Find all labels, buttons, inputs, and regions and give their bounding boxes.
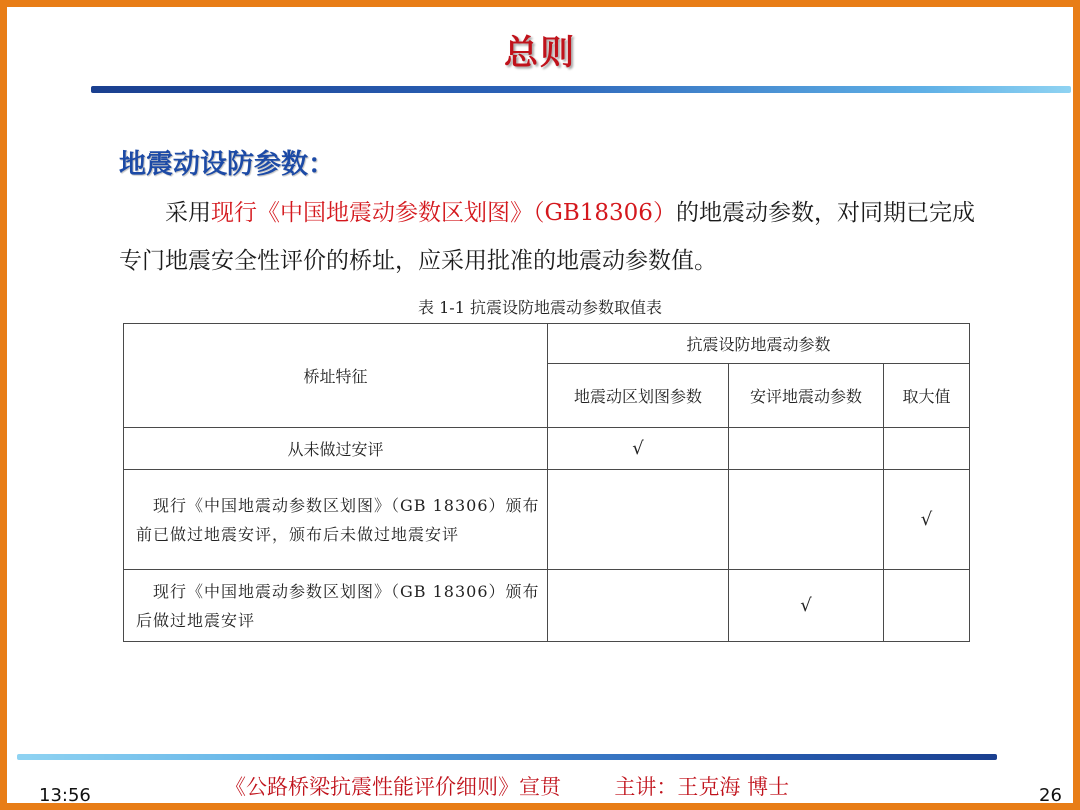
table-caption: 表 1-1 抗震设防地震动参数取值表 [418, 298, 662, 317]
row-cell [884, 570, 970, 642]
row-cell [884, 428, 970, 470]
header-col-safety-eval: 安评地震动参数 [729, 364, 884, 428]
row-feature: 现行《中国地震动参数区划图》（GB 18306）颁布前已做过地震安评，颁布后未做过地震安评 [124, 470, 548, 570]
footer-time: 13:56 [39, 785, 91, 806]
row-cell: √ [548, 428, 729, 470]
table-row [124, 570, 970, 642]
body-paragraph [119, 189, 989, 285]
row-cell [729, 428, 884, 470]
footer-info [225, 771, 789, 801]
footer-course: 《公路桥梁抗震性能评价细则》宣贯 [225, 775, 561, 799]
parameter-table [123, 323, 970, 642]
table-row [124, 428, 970, 470]
table-container [123, 323, 970, 642]
paragraph-text-2: 的地震动参数，对同期已完成专门地震安全性评价的桥址，应采用批准的地震动参数值。 [119, 200, 975, 274]
table-header-row [124, 324, 970, 364]
header-col-zoning: 地震动区划图参数 [548, 364, 729, 428]
row-cell [548, 570, 729, 642]
table-row [124, 470, 970, 570]
slide-title: 总则 [504, 33, 576, 73]
row-cell: √ [729, 570, 884, 642]
header-col-max: 取大值 [884, 364, 970, 428]
bottom-divider [17, 754, 997, 760]
section-heading: 地震动设防参数： [119, 149, 335, 180]
row-cell: √ [884, 470, 970, 570]
page-number: 26 [1039, 785, 1062, 806]
header-feature: 桥址特征 [124, 324, 548, 428]
paragraph-text-1: 采用 [119, 200, 211, 226]
header-group: 抗震设防地震动参数 [548, 324, 970, 364]
row-feature: 从未做过安评 [124, 428, 548, 470]
row-feature: 现行《中国地震动参数区划图》（GB 18306）颁布后做过地震安评 [124, 570, 548, 642]
row-cell [548, 470, 729, 570]
paragraph-highlight: 现行《中国地震动参数区划图》（GB18306） [211, 200, 676, 226]
row-cell [729, 470, 884, 570]
top-divider [91, 86, 1071, 93]
footer-lecturer: 主讲：王克海 博士 [614, 775, 790, 799]
